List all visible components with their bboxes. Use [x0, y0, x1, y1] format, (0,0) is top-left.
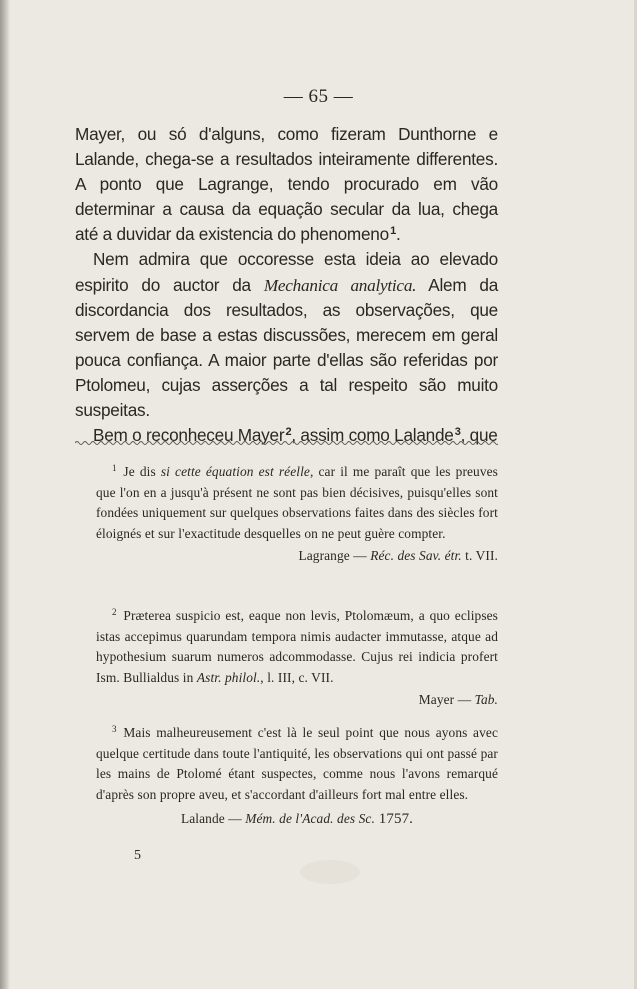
footnote-1-italic: si cette équation est réelle, — [160, 464, 314, 479]
footnote-1-cite-volume: t. VII. — [461, 548, 498, 563]
paragraph-2-text-b: Alem da discordancia dos resultados, as observações, que servem de base a estas discussões, merecem em geral pouca confiança. A maior parte d'ellas são referidas por Ptolomeu, cujas asserções a tal respeito são muito suspeitas. — [75, 274, 499, 421]
footnote-1-citation — [96, 546, 498, 567]
footnote-3-cite-year: 1757. — [374, 811, 414, 827]
paragraph-1-text: Mayer, ou só d'alguns, como fizeram Dunthorne e Lalande, chega-se a resultados inteiramente differentes. A ponto que Lagrange, tendo procurado em vão determinar a causa da equação secular da lua, chega até a duvidar da existencia do phenomeno — [75, 124, 498, 245]
paper-stain — [300, 860, 360, 884]
paragraph-2 — [75, 247, 498, 423]
paragraph-2-italic: Mechanica analytica. — [263, 275, 417, 295]
footnote-3-citation — [96, 809, 498, 830]
footnote-2 — [96, 606, 498, 711]
paragraph-3-text-b: , assim como Lalande — [291, 425, 454, 446]
footnote-2-cite-author: Mayer — — [418, 692, 475, 707]
page-spine-shadow — [0, 0, 10, 989]
footnote-ref-2: 2 — [285, 426, 292, 439]
footnote-1-text-b: car il me paraît que les preuves que l'on en a jusqu'à présent ne sont pas bien décisives, puisqu'elles sont fondées uniquement sur quelques observations faites dans des siècles fort éloignés et sur l'exactitude desquelles on ne peut guère compter. — [96, 464, 498, 541]
footnote-3-text — [96, 723, 498, 830]
footnote-2-text-a: Præterea suspicio est, eaque non levis, Ptolomæum, a quo eclipses istas accepimus quarundam tempora nimis audacter immutasse, atque ad hypothesium suarum numeros adcommodasse. Cujus rei indicia profert Ism. Bullialdus in — [96, 608, 498, 685]
footnote-1-text-a: Je dis — [123, 464, 161, 479]
footnote-1-cite-author: Lagrange — — [298, 548, 371, 563]
footnote-3-cite-author: Lalande — — [180, 811, 246, 826]
footnote-ref-3: 3 — [454, 426, 461, 439]
footnote-2-cite-title: Tab. — [474, 692, 498, 707]
paragraph-3-text-c: , que — [460, 425, 498, 446]
footnote-2-marker: 2 — [112, 607, 117, 617]
footnote-1-cite-title: Réc. des Sav. étr. — [370, 548, 462, 563]
main-text — [75, 122, 498, 448]
paragraph-3-text-a: Bem o reconheceu Mayer — [93, 425, 285, 446]
footnote-1-marker: 1 — [112, 463, 117, 473]
paragraph-2-text-a: Nem admira que occoresse esta ideia ao elevado espirito do auctor da — [75, 249, 498, 295]
signature-mark: 5 — [134, 848, 141, 863]
footnote-separator — [75, 440, 498, 446]
footnote-3-marker: 3 — [112, 724, 117, 734]
footnote-2-text — [96, 606, 498, 711]
footnote-3-cite-title: Mém. de l'Acad. des Sc. — [245, 811, 375, 826]
footnote-2-italic: Astr. philol. — [196, 669, 261, 685]
footnote-2-citation — [96, 690, 498, 711]
footnote-2-text-b: , l. III, c. VII. — [260, 669, 334, 685]
footnote-3 — [96, 723, 498, 830]
paragraph-1 — [75, 122, 498, 247]
page-number: — 65 — — [283, 86, 354, 107]
footnote-ref-1: 1 — [390, 225, 396, 238]
footnote-1 — [96, 462, 498, 567]
paragraph-1-end: . — [396, 224, 401, 245]
footnote-3-body: Mais malheureusement c'est là le seul point que nous ayons avec quelque certitude dans toute l'antiquité, les observations qui ont passé par les mains de Ptolomé étant suspectes, comme nous l'avons remarqué d'après son propre aveu, et s'accordant d'ailleurs fort mal entre elles. — [96, 725, 498, 802]
footnote-1-text — [96, 462, 498, 567]
